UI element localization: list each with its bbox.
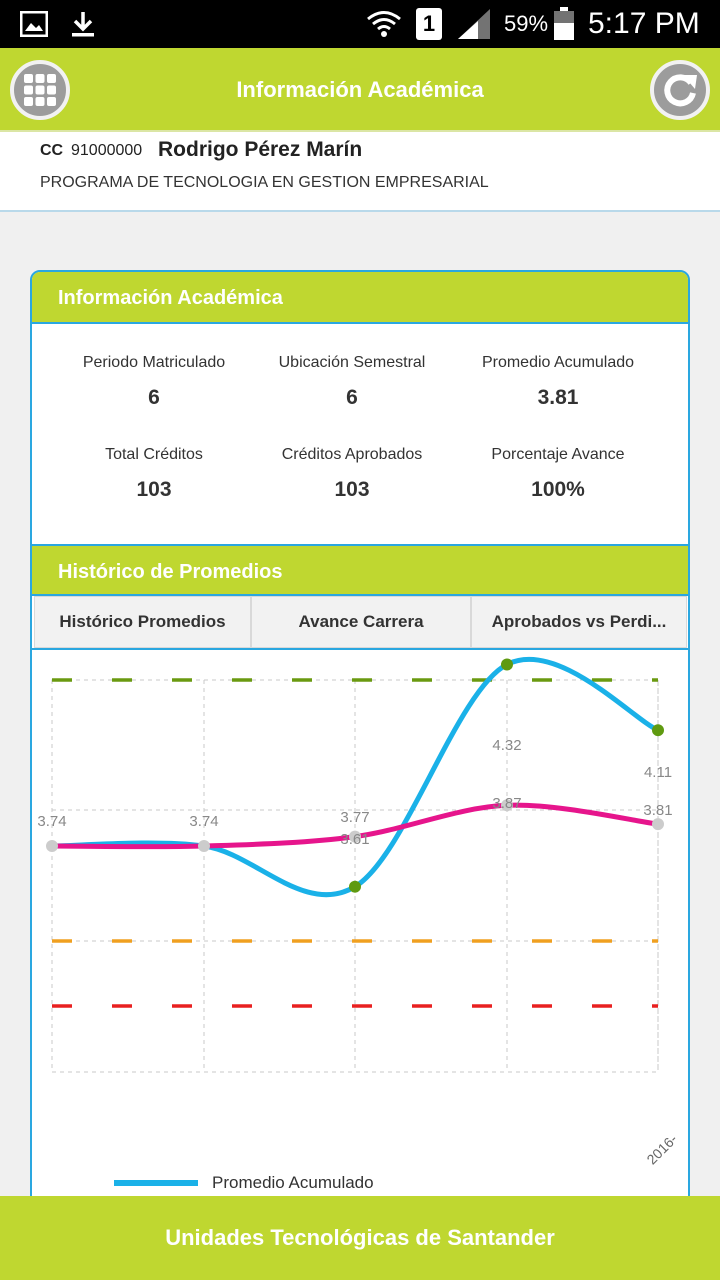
stat-value: 103	[136, 478, 172, 501]
stat-value: 100%	[531, 478, 585, 501]
app-title: Información Académica	[236, 77, 484, 102]
history-tabs	[32, 596, 688, 650]
averages-chart	[32, 650, 688, 1210]
stat-value: 3.81	[537, 386, 579, 409]
battery-icon	[553, 0, 575, 48]
data-label: 3.74	[189, 813, 219, 830]
stat-label: Promedio Acumulado	[481, 354, 635, 371]
data-point	[652, 724, 664, 736]
footer: Unidades Tecnológicas de Santander	[0, 1196, 720, 1280]
legend-label: Promedio Acumulado	[212, 1173, 374, 1192]
stat-periodo	[54, 354, 254, 410]
stat-label: Periodo Matriculado	[82, 354, 226, 371]
history-title: Histórico de Promedios	[32, 544, 688, 596]
academic-card	[30, 270, 690, 1220]
status-bar	[0, 0, 720, 48]
wifi-icon	[366, 0, 402, 48]
battery-percent: 59%	[504, 11, 549, 36]
data-label: 3.77	[340, 809, 370, 826]
program-name: PROGRAMA DE TECNOLOGIA EN GESTION EMPRESARIAL	[40, 174, 489, 191]
refresh-button[interactable]	[650, 60, 710, 120]
sim-icon	[416, 0, 442, 48]
stat-ubicacion	[252, 354, 452, 410]
stat-promedio	[458, 354, 658, 410]
refresh-icon	[661, 71, 699, 109]
data-point	[652, 818, 664, 830]
stat-label: Porcentaje Avance	[491, 446, 625, 463]
download-icon	[70, 0, 96, 48]
user-info	[0, 132, 720, 212]
x-tick-label: 2016-	[643, 1130, 681, 1168]
id-type: CC	[40, 142, 64, 159]
tab-avance-carrera[interactable]: Avance Carrera	[251, 596, 471, 648]
data-label: 4.11	[643, 764, 673, 781]
data-label: 3.81	[643, 802, 673, 819]
stat-value: 103	[334, 478, 370, 501]
app-bar	[0, 48, 720, 132]
data-point	[349, 881, 361, 893]
gallery-icon	[20, 0, 48, 48]
stat-creditos-aprobados	[252, 446, 452, 502]
tab-aprobados-vs-perdidos[interactable]: Aprobados vs Perdi...	[471, 596, 687, 648]
signal-icon	[456, 0, 492, 48]
data-label: 3.87	[492, 795, 522, 812]
stat-label: Créditos Aprobados	[281, 446, 423, 463]
clock: 5:17 PM	[588, 7, 700, 40]
data-point	[46, 840, 58, 852]
data-label: 3.61	[340, 831, 370, 848]
data-label: 4.32	[492, 737, 522, 754]
sim-number: 1	[416, 8, 442, 40]
stat-porcentaje	[458, 446, 658, 502]
id-number: 91000000	[71, 142, 143, 159]
stat-label: Ubicación Semestral	[278, 354, 426, 371]
data-point	[501, 658, 513, 670]
tab-historico-promedios[interactable]: Histórico Promedios	[34, 596, 251, 648]
academic-title: Información Académica	[32, 272, 688, 324]
stat-value: 6	[148, 386, 160, 409]
stat-value: 6	[346, 386, 358, 409]
stat-label: Total Créditos	[105, 446, 203, 463]
data-label: 3.74	[37, 813, 67, 830]
data-point	[198, 840, 210, 852]
user-name: Rodrigo Pérez Marín	[158, 138, 363, 161]
stat-total-creditos	[54, 446, 254, 502]
